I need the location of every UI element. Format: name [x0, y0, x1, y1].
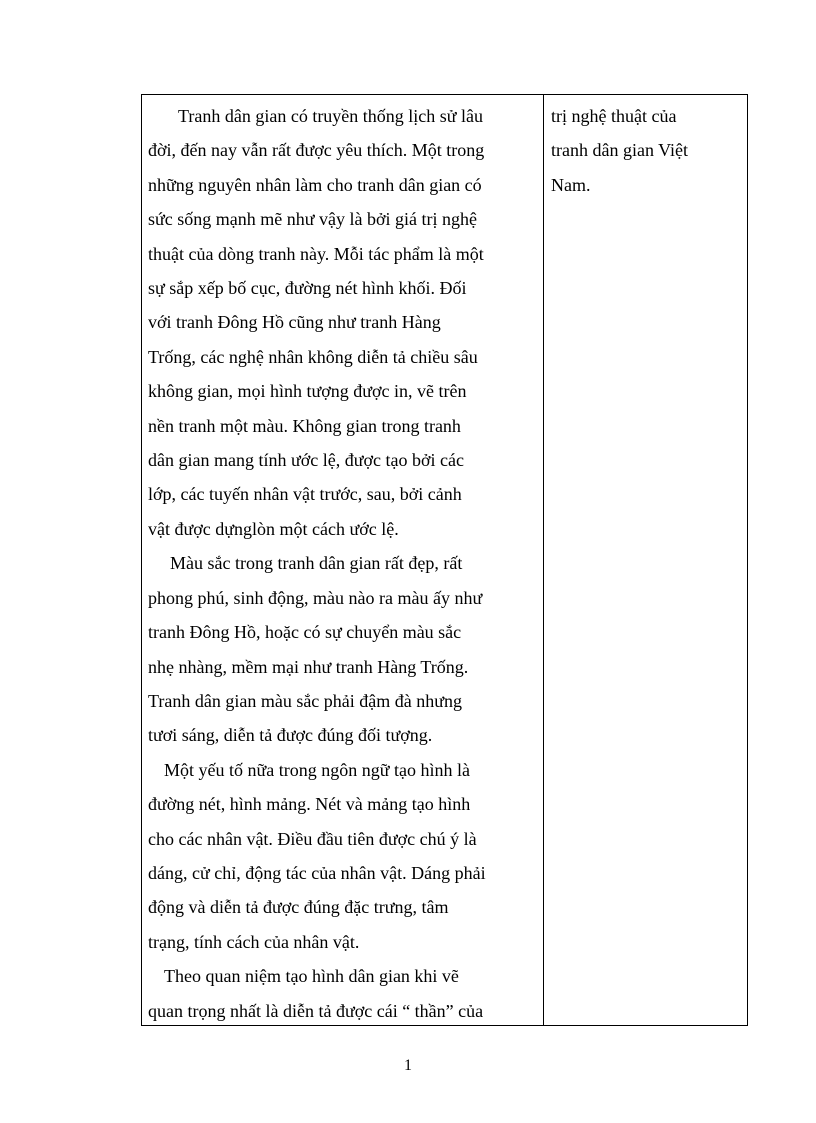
text-line: những nguyên nhân làm cho tranh dân gian có	[148, 174, 482, 195]
text-line: Tranh dân gian màu sắc phải đậm đà nhưng	[148, 690, 463, 711]
text-line: tranh Đông Hồ, hoặc có sự chuyển màu sắc	[148, 622, 462, 643]
text-line: Tranh dân gian có truyền thống lịch sử lâu	[178, 106, 484, 126]
text-line: Theo quan niệm tạo hình dân gian khi vẽ	[164, 966, 459, 987]
text-line: lớp, các tuyến nhân vật trước, sau, bởi cảnh	[148, 484, 462, 505]
text-line: trạng, tính cách của nhân vật.	[148, 931, 360, 952]
page-number: 1	[404, 1057, 412, 1074]
text-line: dáng, cử chỉ, động tác của nhân vật. Dáng phải	[148, 862, 486, 883]
body-paragraph	[148, 546, 537, 752]
text-line: Màu sắc trong tranh dân gian rất đẹp, rất	[170, 553, 463, 574]
content-table	[141, 94, 748, 1026]
text-line: với tranh Đông Hồ cũng như tranh Hàng	[148, 312, 441, 333]
text-line: trị nghệ thuật của	[551, 106, 677, 126]
text-line: nền tranh một màu. Không gian trong tranh	[148, 415, 461, 436]
text-line: cho các nhân vật. Điều đầu tiên được chú ý là	[148, 828, 477, 849]
left-column	[142, 95, 544, 1025]
right-column	[544, 95, 747, 1025]
text-line: đường nét, hình mảng. Nét và mảng tạo hình	[148, 794, 471, 815]
body-paragraph	[148, 99, 537, 546]
text-line: phong phú, sinh động, màu nào ra màu ấy như	[148, 587, 483, 608]
text-line: Trống, các nghệ nhân không diễn tả chiều sâu	[148, 346, 478, 367]
text-line: động và diễn tả được đúng đặc trưng, tâm	[148, 897, 449, 918]
text-line: sự sắp xếp bố cục, đường nét hình khối. Đối	[148, 278, 467, 299]
body-paragraph	[148, 753, 537, 959]
text-line: dân gian mang tính ước lệ, được tạo bởi các	[148, 450, 464, 471]
body-paragraph	[148, 959, 537, 1025]
text-line: không gian, mọi hình tượng được in, vẽ trên	[148, 381, 467, 402]
text-line: tươi sáng, diễn tả được đúng đối tượng.	[148, 725, 433, 746]
text-line: tranh dân gian Việt	[551, 140, 689, 161]
text-line: Nam.	[551, 174, 591, 195]
text-line: Một yếu tố nữa trong ngôn ngữ tạo hình là	[164, 759, 470, 780]
text-line: quan trọng nhất là diễn tả được cái “ thần” của	[148, 1000, 484, 1021]
text-line: vật được dựnglòn một cách ước lệ.	[148, 518, 399, 539]
text-line: nhẹ nhàng, mềm mại như tranh Hàng Trống.	[148, 656, 469, 677]
right-column-paragraph	[551, 99, 741, 202]
text-line: thuật của dòng tranh này. Mỗi tác phẩm là một	[148, 243, 484, 264]
text-line: đời, đến nay vẫn rất được yêu thích. Một trong	[148, 140, 485, 161]
text-line: sức sống mạnh mẽ như vậy là bởi giá trị nghệ	[148, 209, 477, 230]
